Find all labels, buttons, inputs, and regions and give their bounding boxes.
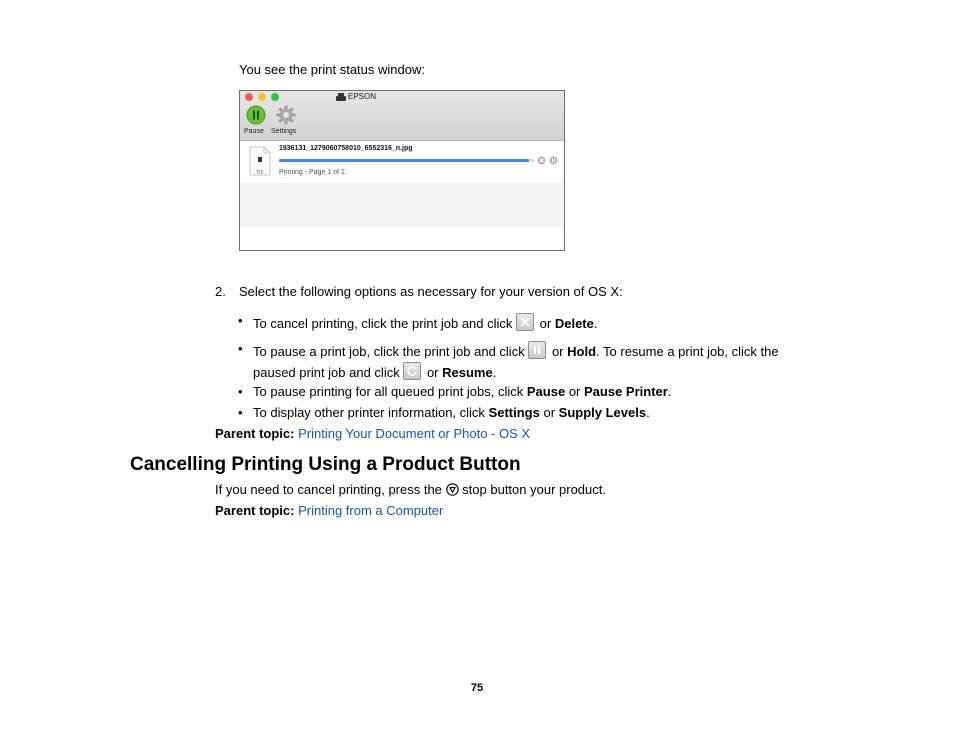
intro-text: You see the print status window:	[239, 62, 425, 77]
delete-job-icon[interactable]	[537, 156, 546, 165]
job-file-name[interactable]: 1936131_1279060758010_6552316_n.jpg	[279, 145, 413, 152]
gear-icon	[276, 105, 296, 125]
close-window-button[interactable]	[245, 93, 253, 101]
section-heading: Cancelling Printing Using a Product Button	[130, 454, 521, 475]
parent-topic-1	[215, 426, 530, 441]
step-number: 2.	[215, 284, 226, 299]
minimize-window-button[interactable]	[258, 93, 266, 101]
parent-topic-2	[215, 503, 443, 518]
hold-job-icon[interactable]	[549, 156, 558, 165]
bullet-printer-info	[253, 405, 650, 420]
bullet-marker: •	[238, 313, 243, 328]
page-number: 75	[470, 682, 484, 694]
print-status-window	[239, 90, 565, 251]
refresh-icon	[404, 363, 420, 379]
period: .	[667, 384, 672, 399]
or-text: or	[543, 405, 556, 420]
pause-icon	[246, 105, 266, 125]
period: .	[646, 405, 650, 420]
supply-levels-term: Supply Levels	[558, 405, 647, 420]
parent-topic-label: Parent topic:	[215, 426, 295, 441]
parent-topic-link-osx[interactable]: Printing Your Document or Photo - OS X	[298, 426, 531, 441]
job-progress-fill	[279, 159, 529, 162]
window-title: EPSON	[348, 92, 377, 101]
bullet-resume-text: paused print job and click	[253, 365, 400, 380]
close-icon	[517, 314, 533, 330]
section-text	[215, 482, 606, 497]
step-text: Select the following options as necessary for your version of OS X:	[239, 284, 623, 299]
stop-icon	[446, 483, 459, 496]
pause-button[interactable]	[246, 105, 266, 128]
resume-button-image	[403, 362, 421, 380]
section-text-start: If you need to cancel printing, press the	[215, 482, 442, 497]
delete-term: Delete	[554, 316, 594, 331]
hold-term: Hold	[567, 344, 597, 359]
hold-button-image	[528, 341, 546, 359]
bullet-pause-all	[253, 384, 671, 399]
bullet-marker: •	[238, 341, 243, 356]
zoom-window-button[interactable]	[271, 93, 279, 101]
file-type-label: TIF	[256, 170, 264, 176]
settings-term: Settings	[488, 405, 540, 420]
bullet-resume-job	[253, 362, 496, 380]
pause-term: Pause	[526, 384, 566, 399]
section-text-end: stop button your product.	[462, 482, 606, 497]
bullet-printer-info-text: To display other printer information, click	[253, 405, 485, 420]
or-text: or	[551, 344, 564, 359]
bullet-pause-all-text: To pause printing for all queued print jobs, click	[253, 384, 524, 399]
bullet-pause-job-text: To pause a print job, click the print job and click	[253, 344, 525, 359]
bullet-cancel-text: To cancel printing, click the print job and click	[253, 316, 513, 331]
or-text: or	[426, 365, 439, 380]
parent-topic-label: Parent topic:	[215, 503, 295, 518]
job-status-text: Printing - Page 1 of 1.	[279, 169, 347, 176]
printer-icon	[336, 93, 346, 101]
settings-label: Settings	[271, 128, 297, 135]
pause-icon	[529, 342, 545, 358]
pause-label: Pause	[244, 128, 264, 135]
parent-topic-link-computer[interactable]: Printing from a Computer	[298, 503, 444, 518]
bullet-marker: •	[238, 384, 243, 399]
window-toolbar	[240, 91, 564, 141]
empty-queue-row	[240, 183, 564, 227]
bullet-cancel	[253, 313, 598, 331]
period: .	[492, 365, 497, 380]
or-text: or	[539, 316, 552, 331]
resume-term: Resume	[442, 365, 493, 380]
bullet-marker: •	[238, 405, 243, 420]
resume-intro-text: . To resume a print job, click the	[596, 344, 779, 359]
period: .	[593, 316, 598, 331]
job-progress-bar	[279, 159, 534, 162]
delete-button-image	[516, 313, 534, 331]
settings-button[interactable]	[276, 105, 296, 128]
pause-printer-term: Pause Printer	[584, 384, 668, 399]
bullet-pause-job	[253, 341, 779, 359]
or-text: or	[568, 384, 581, 399]
